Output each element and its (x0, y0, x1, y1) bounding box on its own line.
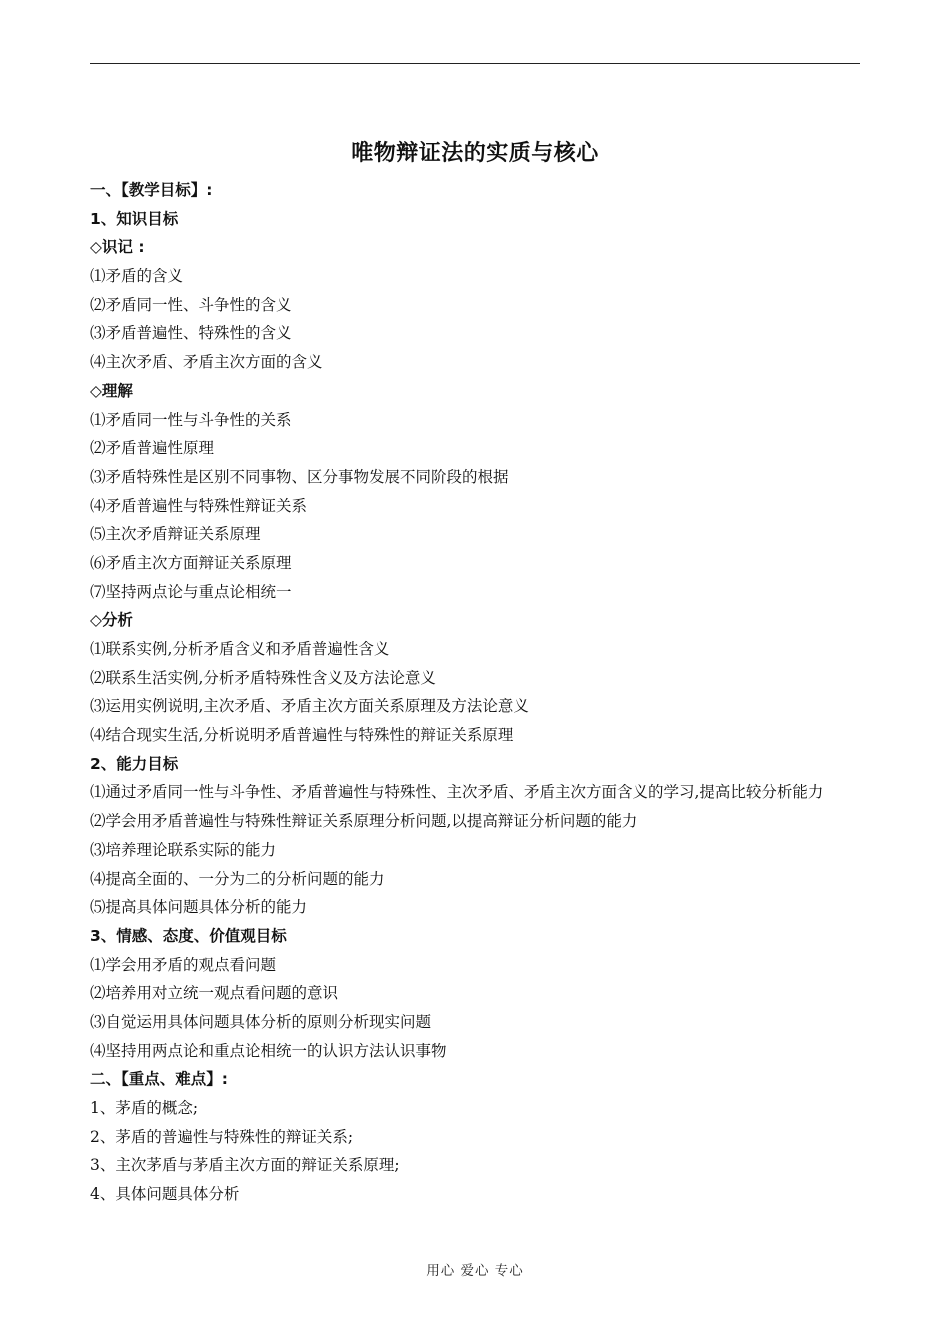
section-heading: 2、能力目标 (90, 754, 179, 773)
list-item: ⑴矛盾的含义 (90, 267, 184, 286)
section-heading: 二、【重点、难点】: (90, 1070, 228, 1089)
list-item: 2、茅盾的普遍性与特殊性的辩证关系; (90, 1127, 354, 1146)
list-item: ⑺坚持两点论与重点论相统一 (90, 582, 292, 601)
section-heading: ◇理解 (90, 381, 133, 400)
list-item: ⑷提高全面的、一分为二的分析问题的能力 (90, 869, 385, 888)
list-item: 3、主次茅盾与茅盾主次方面的辩证关系原理; (90, 1156, 400, 1175)
list-item: ⑶矛盾特殊性是区别不同事物、区分事物发展不同阶段的根据 (90, 467, 509, 486)
list-item: ⑶培养理论联系实际的能力 (90, 840, 277, 859)
section-heading: 一、【教学目标】: (90, 181, 213, 199)
list-item: ⑴通过矛盾同一性与斗争性、矛盾普遍性与特殊性、主次矛盾、矛盾主次方面含义的学习,提高比较分析能力 (90, 783, 824, 802)
list-item: ⑷主次矛盾、矛盾主次方面的含义 (90, 353, 323, 372)
page-title: 唯物辩证法的实质与核心 (351, 141, 599, 166)
page-footer: 用心 爱心 专心 (426, 1263, 524, 1279)
list-item: ⑶运用实例说明,主次矛盾、矛盾主次方面关系原理及方法论意义 (90, 697, 529, 716)
list-item: ⑷结合现实生活,分析说明矛盾普遍性与特殊性的辩证关系原理 (90, 726, 514, 745)
list-item: ⑴联系实例,分析矛盾含义和矛盾普遍性含义 (90, 640, 390, 658)
list-item: ⑵培养用对立统一观点看问题的意识 (90, 984, 339, 1003)
list-item: ⑵学会用矛盾普遍性与特殊性辩证关系原理分析问题,以提高辩证分析问题的能力 (90, 812, 638, 831)
header-rule (90, 63, 860, 64)
document-body (90, 176, 862, 1209)
list-item: ⑸主次矛盾辩证关系原理 (90, 525, 261, 544)
list-item: ⑵矛盾同一性、斗争性的含义 (90, 295, 292, 314)
list-item: ⑴矛盾同一性与斗争性的关系 (90, 410, 292, 429)
section-heading: ◇分析 (90, 611, 133, 630)
list-item: ⑹矛盾主次方面辩证关系原理 (90, 553, 292, 572)
section-heading: 1、知识目标 (90, 209, 179, 228)
list-item: ⑶矛盾普遍性、特殊性的含义 (90, 324, 292, 343)
section-heading: ◇识记 : (90, 238, 145, 257)
list-item: ⑵矛盾普遍性原理 (90, 439, 215, 458)
list-item: ⑷矛盾普遍性与特殊性辩证关系 (90, 496, 308, 515)
list-item: ⑸提高具体问题具体分析的能力 (90, 898, 308, 917)
list-item: 1、茅盾的概念; (90, 1099, 199, 1118)
list-item: ⑴学会用矛盾的观点看问题 (90, 955, 277, 974)
list-item: ⑶自觉运用具体问题具体分析的原则分析现实问题 (90, 1012, 432, 1031)
list-item: ⑷坚持用两点论和重点论相统一的认识方法认识事物 (90, 1041, 447, 1060)
list-item: 4、具体问题具体分析 (90, 1185, 240, 1204)
section-heading: 3、情感、态度、价值观目标 (90, 926, 287, 945)
list-item: ⑵联系生活实例,分析矛盾特殊性含义及方法论意义 (90, 668, 436, 687)
